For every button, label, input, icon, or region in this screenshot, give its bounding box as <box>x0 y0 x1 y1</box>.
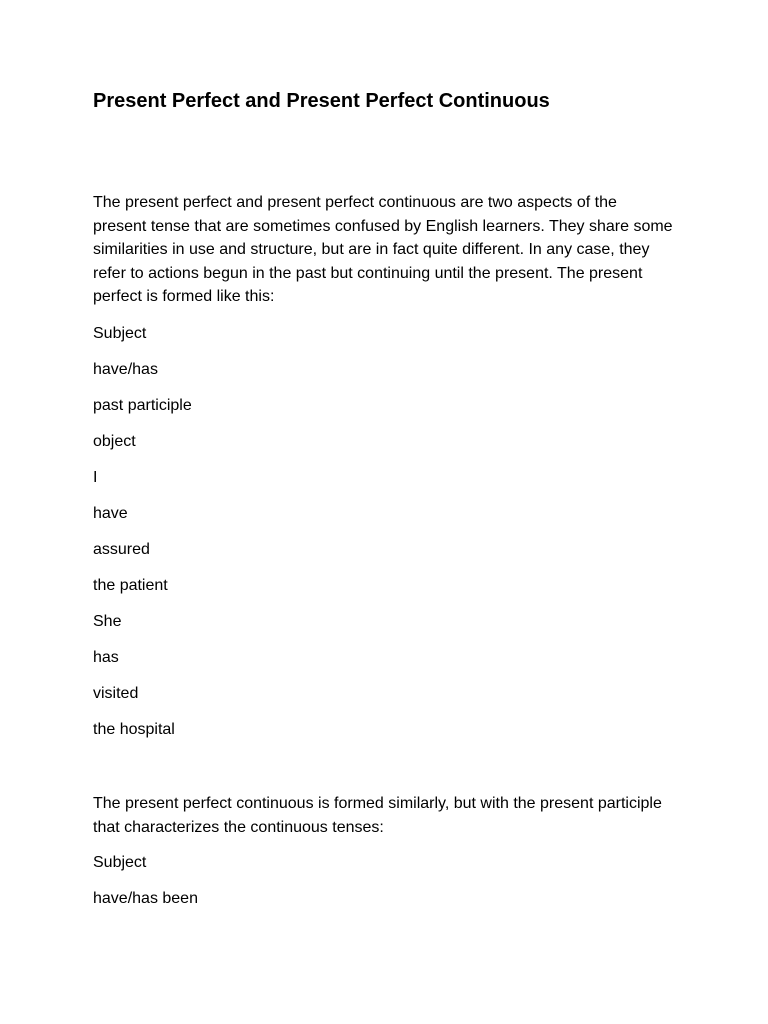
list-item: She <box>93 613 122 630</box>
list-item: have <box>93 505 128 522</box>
list-item: the patient <box>93 577 168 594</box>
document-title: Present Perfect and Present Perfect Continuous <box>93 90 550 112</box>
list-item: past participle <box>93 397 192 414</box>
present-perfect-structure-list <box>93 324 192 756</box>
continuous-paragraph: The present perfect continuous is formed similarly, but with the present participle that characterizes the continuous tenses: <box>93 795 662 836</box>
list-item: Subject <box>93 325 147 342</box>
list-item: assured <box>93 541 150 558</box>
list-item: object <box>93 433 136 450</box>
list-item: have/has <box>93 361 158 378</box>
list-item: visited <box>93 685 139 702</box>
list-item: the hospital <box>93 721 175 738</box>
list-item: I <box>93 469 98 486</box>
present-perfect-continuous-structure-list <box>93 853 198 925</box>
list-item: have/has been <box>93 890 198 907</box>
intro-paragraph: The present perfect and present perfect continuous are two aspects of the present tense that are sometimes confused by English learners. They share some similarities in use and structure, but are in fact quite different. In any case, they refer to actions begun in the past but continuing until the present. The present perfect is formed like this: <box>93 194 673 306</box>
list-item: has <box>93 649 119 666</box>
list-item: Subject <box>93 854 147 871</box>
